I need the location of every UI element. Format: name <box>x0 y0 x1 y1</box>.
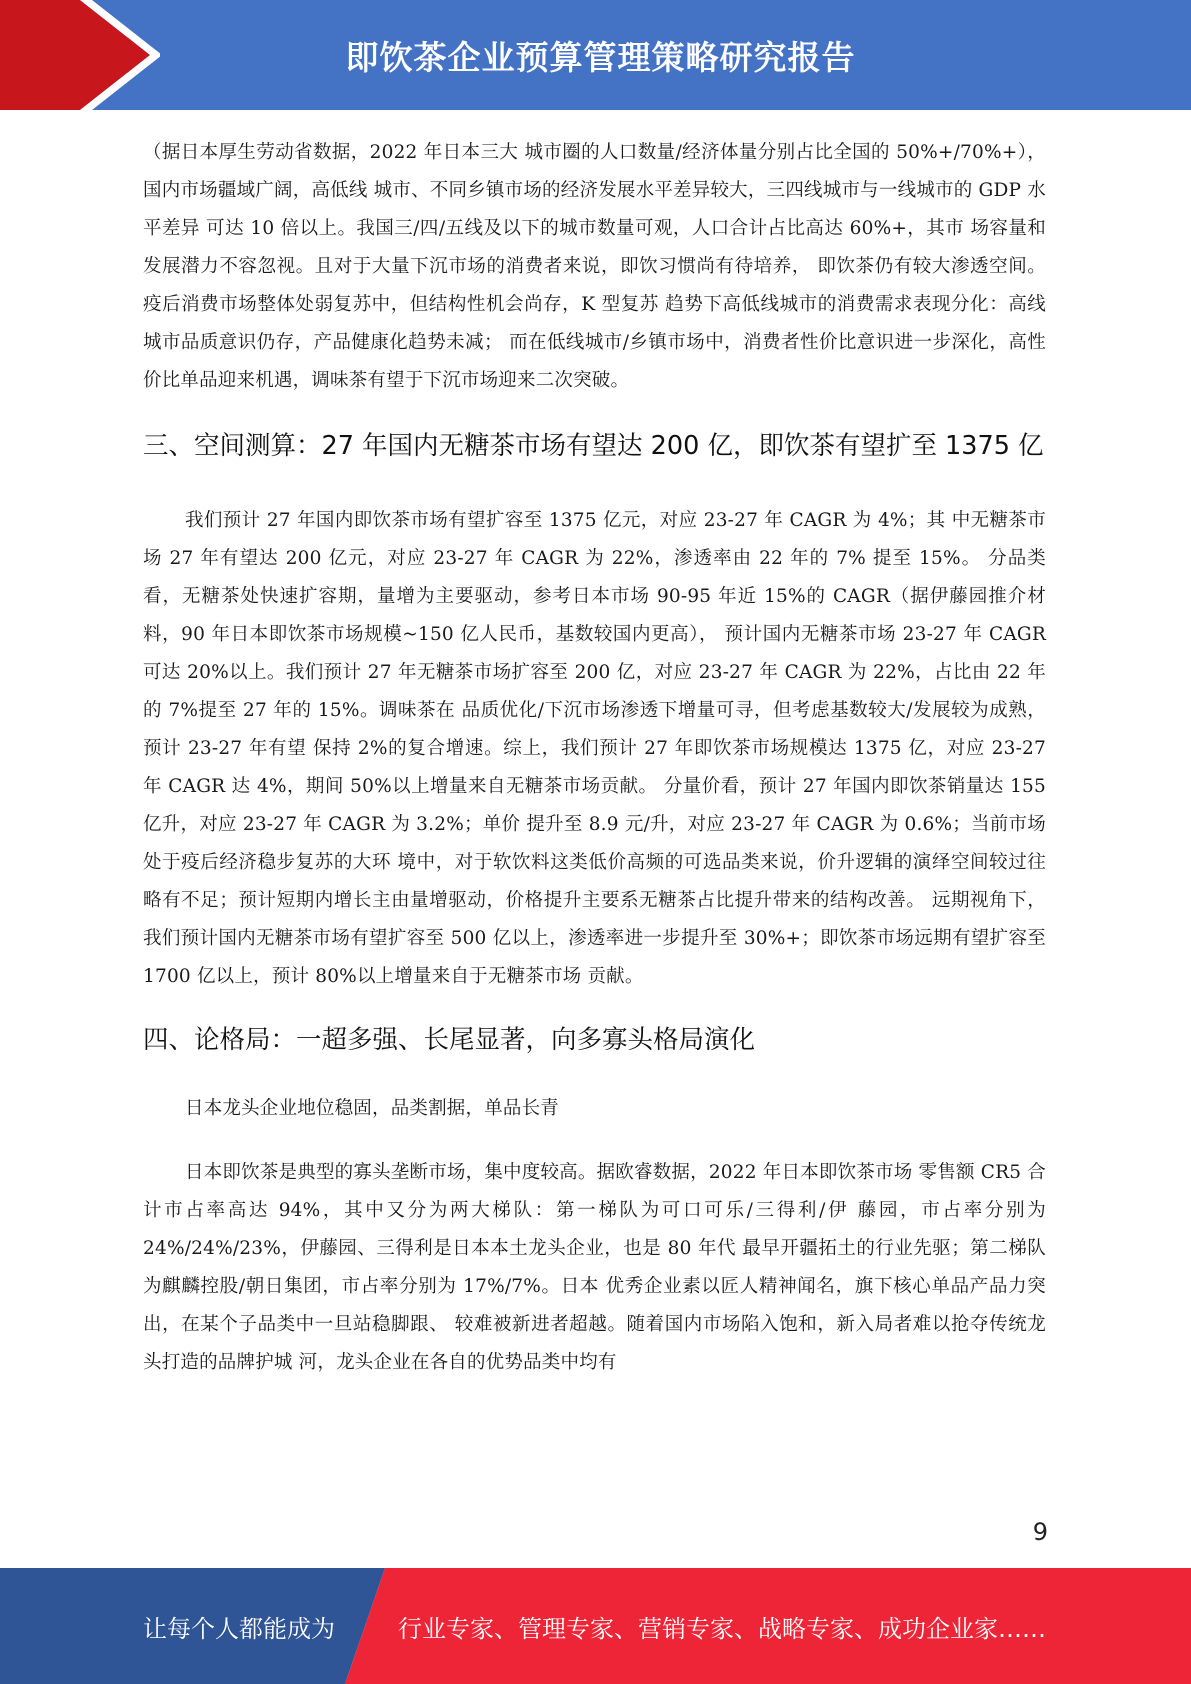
subheading: 日本龙头企业地位稳固，品类割据，单品长青 <box>185 1098 560 1119</box>
section-heading-4: 四、论格局：一超多强、长尾显著，向多寡头格局演化 <box>143 1025 756 1055</box>
section-heading-3: 三、空间测算：27 年国内无糖茶市场有望达 200 亿，即饮茶有望扩至 1375 亿 <box>143 431 1044 461</box>
body-paragraph: （据日本厚生劳动省数据，2022 年日本三大 城市圈的人口数量/经济体量分别占比全国的 50%+/70%+），国内市场疆域广阔，高低线 城市、不同乡镇市场的经济发展水平差异较大，三四线城市与一线城市的 GDP 水平差异 可达 10 倍以上。我国三/四/五线及以下的城市数量可观，人口合计占比高达 60%+，其市 场容量和发展潜力不容忽视。且对于大量下沉市场的消费者来说，即饮习惯尚有待培养， 即饮茶仍有较大渗透空间。疫后消费市场整体处弱复苏中，但结构性机会尚存，K 型复苏 趋势下高低线城市的消费需求表现分化：高线城市品质意识仍存，产品健康化趋势未减； 而在低线城市/乡镇市场中，消费者性价比意识进一步深化，高性价比单品迎来机遇，调味茶有望于下沉市场迎来二次突破。 <box>143 142 1046 391</box>
page-number: 9 <box>1032 1518 1048 1546</box>
header-title: 即饮茶企业预算管理策略研究报告 <box>345 37 856 77</box>
page-content <box>143 134 1046 1382</box>
body-paragraph: 我们预计 27 年国内即饮茶市场有望扩容至 1375 亿元，对应 23-27 年 CAGR 为 4%；其 中无糖茶市场 27 年有望达 200 亿元，对应 23-27 年 CAGR 为 22%，渗透率由 22 年的 7% 提至 15%。 分品类看，无糖茶处快速扩容期，量增为主要驱动，参考日本市场 90-95 年近 15%的 CAGR（据伊藤园推介材料，90 年日本即饮茶市场规模~150 亿人民币，基数较国内更高）， 预计国内无糖茶市场 23-27 年 CAGR 可达 20%以上。我们预计 27 年无糖茶市场扩容至 200 亿，对应 23-27 年 CAGR 为 22%，占比由 22 年的 7%提至 27 年的 15%。调味茶在 品质优化/下沉市场渗透下增量可寻，但考虑基数较大/发展较为成熟，预计 23-27 年有望 保持 2%的复合增速。综上，我们预计 27 年即饮茶市场规模达 1375 亿，对应 23-27 年 CAGR 达 4%，期间 50%以上增量来自无糖茶市场贡献。 分量价看，预计 27 年国内即饮茶销量达 155 亿升，对应 23-27 年 CAGR 为 3.2%；单价 提升至 8.9 元/升，对应 23-27 年 CAGR 为 0.6%；当前市场处于疫后经济稳步复苏的大环 境中，对于软饮料这类低价高频的可选品类来说，价升逻辑的演绎空间较过往略有不足；预计短期内增长主由量增驱动，价格提升主要系无糖茶占比提升带来的结构改善。 远期视角下，我们预计国内无糖茶市场有望扩容至 500 亿以上，渗透率进一步提升至 30%+；即饮茶市场远期有望扩容至 1700 亿以上，预计 80%以上增量来自于无糖茶市场 贡献。 <box>143 510 1047 987</box>
red-chevron-icon <box>0 0 160 110</box>
footer-slogan-right: 行业专家、管理专家、营销专家、战略专家、成功企业家…… <box>398 1614 1046 1643</box>
page-footer <box>0 1568 1191 1684</box>
body-paragraph: 日本即饮茶是典型的寡头垄断市场，集中度较高。据欧睿数据，2022 年日本即饮茶市场 零售额 CR5 合计市占率高达 94%，其中又分为两大梯队：第一梯队为可口可乐/三得利/伊 藤园，市占率分别为 24%/24%/23%，伊藤园、三得利是日本本土龙头企业，也是 80 年代 最早开疆拓土的行业先驱；第二梯队为麒麟控股/朝日集团，市占率分别为 17%/7%。日本 优秀企业素以匠人精神闻名，旗下核心单品产品力突出，在某个子品类中一旦站稳脚跟、 较难被新进者超越。随着国内市场陷入饱和，新入局者难以抢夺传统龙头打造的品牌护城 河，龙头企业在各自的优势品类中均有 <box>143 1162 1046 1373</box>
footer-slogan-left: 让每个人都能成为 <box>143 1614 335 1643</box>
page-header <box>0 0 1191 110</box>
